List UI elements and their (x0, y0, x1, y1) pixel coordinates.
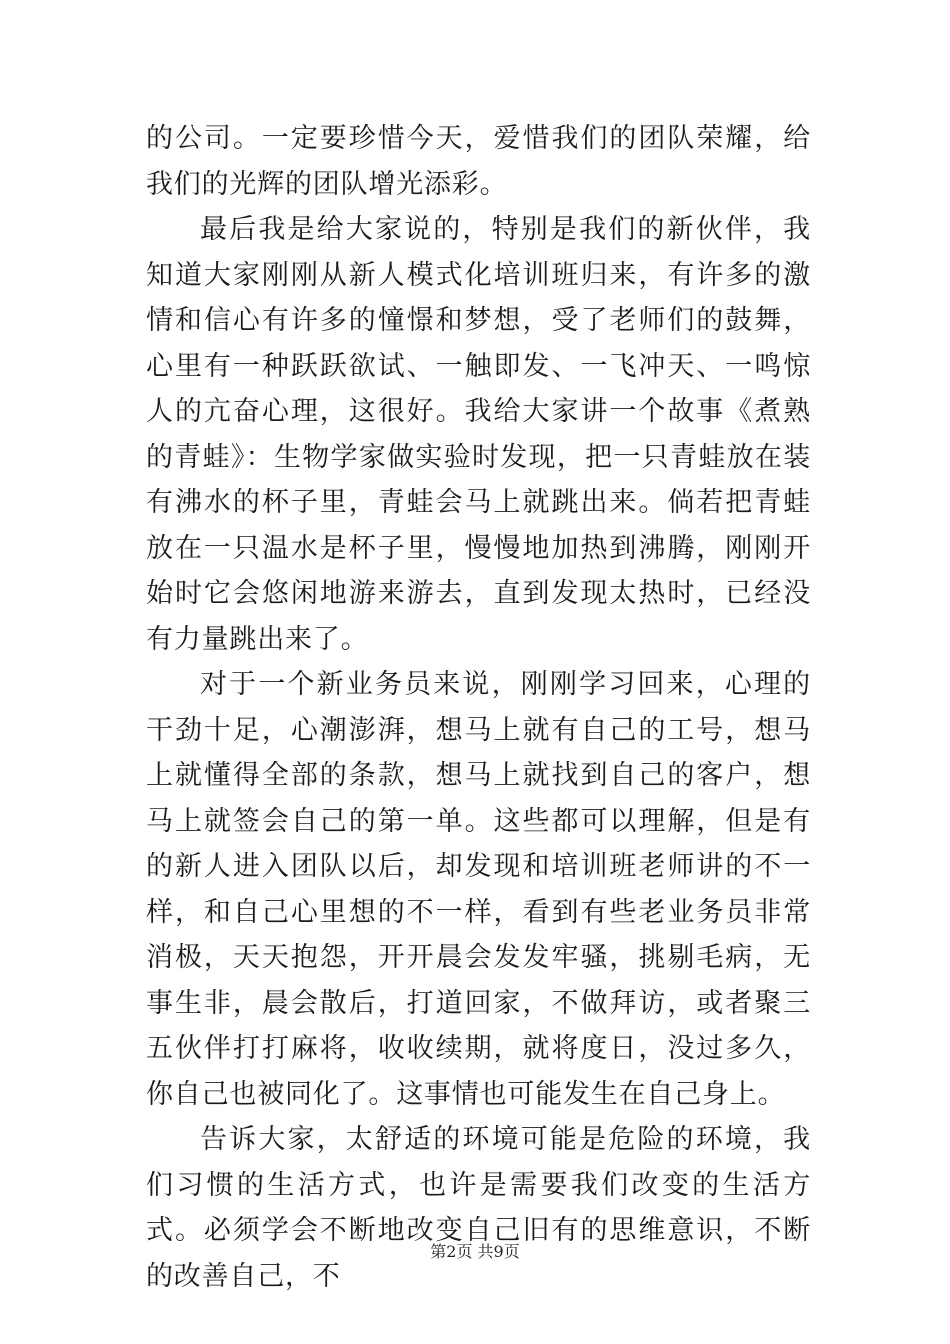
paragraph-new-agent: 对于一个新业务员来说，刚刚学习回来，心理的干劲十足，心潮澎湃，想马上就有自己的工号，想马上就懂得全部的条款，想马上就找到自己的客户，想马上就签会自己的第一单。这些都可以理解，但是有的新人进入团队以后，却发现和培训班老师讲的不一样，和自己心里想的不一样，看到有些老业务员非常消极，天天抱怨，开开晨会发发牢骚，挑剔毛病，无事生非，晨会散后，打道回家，不做拜访，或者聚三五伙伴打打麻将，收收续期，就将度日，没过多久，你自己也被同化了。这事情也可能发生在自己身上。 (146, 669, 811, 1110)
paragraph-continuation: 的公司。一定要珍惜今天，爱惜我们的团队荣耀，给我们的光辉的团队增光添彩。 (146, 123, 811, 200)
paragraph-comfort-zone: 告诉大家，太舒适的环境可能是危险的环境，我们习惯的生活方式，也许是需要我们改变的生活方式。必须学会不断地改变自己旧有的思维意识，不断的改善自己，不 (146, 1124, 811, 1292)
page-number-footer: 第2页 共9页 (430, 1242, 520, 1261)
document-body (146, 116, 811, 1299)
paragraph-frog-story: 最后我是给大家说的，特别是我们的新伙伴，我知道大家刚刚从新人模式化培训班归来，有许多的激情和信心有许多的憧憬和梦想，受了老师们的鼓舞，心里有一种跃跃欲试、一触即发、一飞冲天、一鸣惊人的亢奋心理，这很好。我给大家讲一个故事《煮熟的青蛙》：生物学家做实验时发现，把一只青蛙放在装有沸水的杯子里，青蛙会马上就跳出来。倘若把青蛙放在一只温水是杯子里，慢慢地加热到沸腾，刚刚开始时它会悠闲地游来游去，直到发现太热时，已经没有力量跳出来了。 (146, 214, 811, 655)
